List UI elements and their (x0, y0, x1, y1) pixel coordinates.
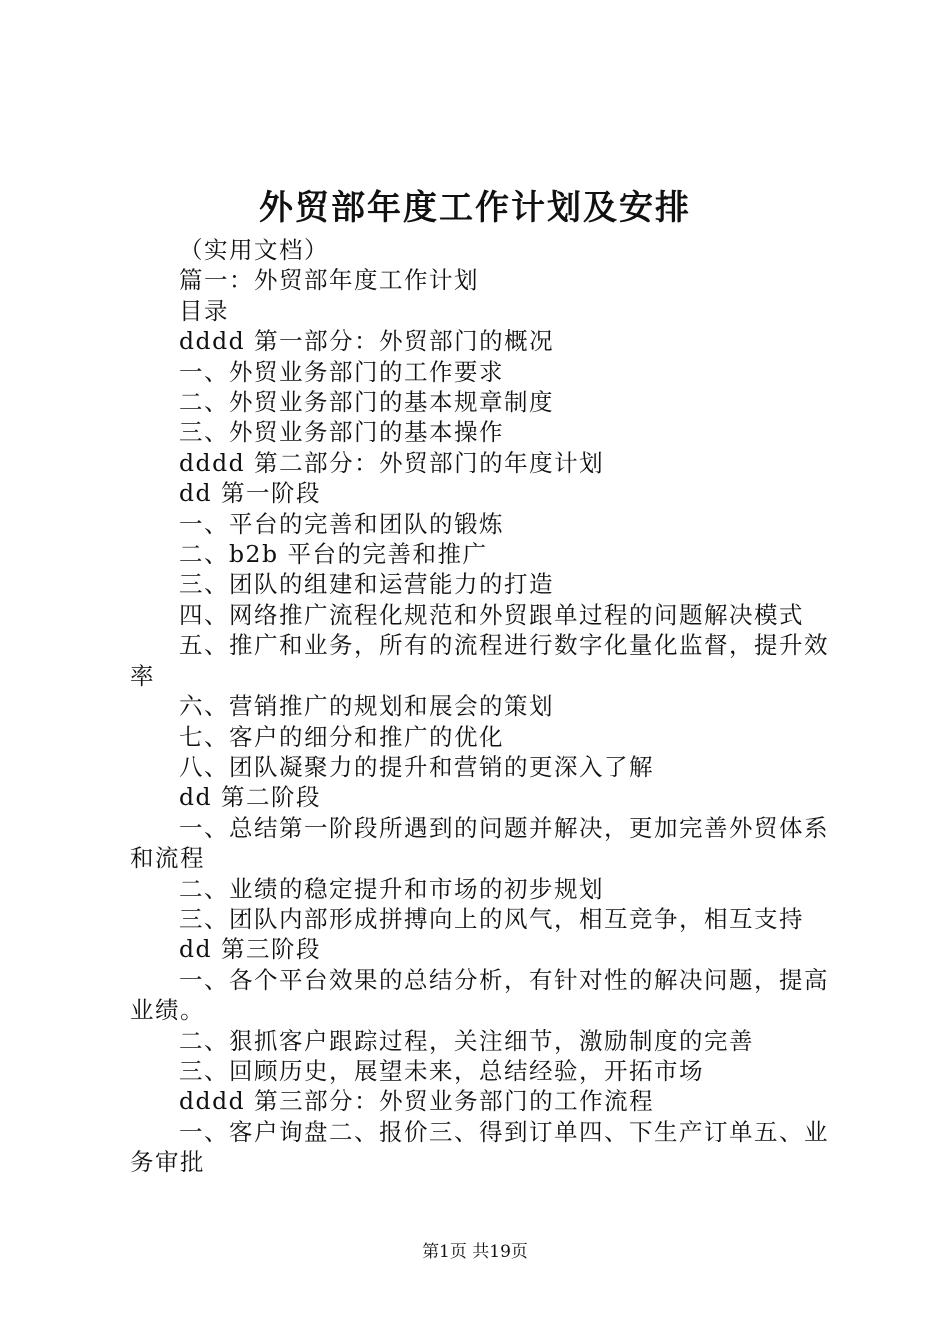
paragraph-line: 三、团队内部形成拼搏向上的风气，相互竞争，相互支持 (179, 904, 804, 933)
paragraph-part-three: dddd 第三部分：外贸业务部门的工作流程 (179, 1087, 655, 1116)
paragraph-doc-type: （实用文档） (179, 236, 329, 264)
paragraph-line: 八、团队凝聚力的提升和营销的更深入了解 (179, 752, 654, 781)
paragraph-line: 四、网络推广流程化规范和外贸跟单过程的问题解决模式 (179, 600, 804, 629)
paragraph-line: 七、客户的细分和推广的优化 (179, 722, 504, 751)
document-title: 外贸部年度工作计划及安排 (259, 188, 691, 228)
paragraph-line: 一、平台的完善和团队的锻炼 (179, 509, 504, 538)
paragraph-line: 三、团队的组建和运营能力的打造 (179, 570, 554, 599)
paragraph-line: 一、总结第一阶段所遇到的问题并解决，更加完善外贸体系和流程 (130, 813, 829, 873)
document-body (130, 235, 834, 1178)
paragraph-line: 五、推广和业务，所有的流程进行数字化量化监督，提升效率 (130, 631, 829, 690)
paragraph-line: 三、外贸业务部门的基本操作 (179, 418, 504, 447)
paragraph-line: 六、营销推广的规划和展会的策划 (179, 692, 554, 721)
paragraph-line: 三、回顾历史，展望未来，总结经验，开拓市场 (179, 1056, 704, 1085)
paragraph-part-one: dddd 第一部分：外贸部门的概况 (179, 327, 555, 356)
paragraph-section-heading: 篇一：外贸部年度工作计划 (179, 266, 479, 295)
paragraph-part-two: dddd 第二部分：外贸部门的年度计划 (179, 448, 605, 477)
paragraph-line: 一、外贸业务部门的工作要求 (179, 357, 504, 386)
paragraph-line: 二、业绩的稳定提升和市场的初步规划 (179, 874, 604, 903)
paragraph-line: 二、b2b 平台的完善和推广 (179, 540, 488, 569)
paragraph-line: 二、狠抓客户跟踪过程，关注细节，激励制度的完善 (179, 1026, 754, 1055)
paragraph-stage-one: dd 第一阶段 (179, 479, 322, 508)
paragraph-line: 一、各个平台效果的总结分析，有针对性的解决问题，提高业绩。 (130, 965, 829, 1025)
paragraph-toc-heading: 目录 (179, 296, 229, 325)
paragraph-line: 一、客户询盘二、报价三、得到订单四、下生产订单五、业务审批 (130, 1117, 829, 1177)
page-footer: 第1页 共19页 (422, 1242, 528, 1262)
paragraph-stage-two: dd 第二阶段 (179, 783, 322, 812)
paragraph-stage-three: dd 第三阶段 (179, 935, 322, 964)
paragraph-line: 二、外贸业务部门的基本规章制度 (179, 388, 554, 417)
